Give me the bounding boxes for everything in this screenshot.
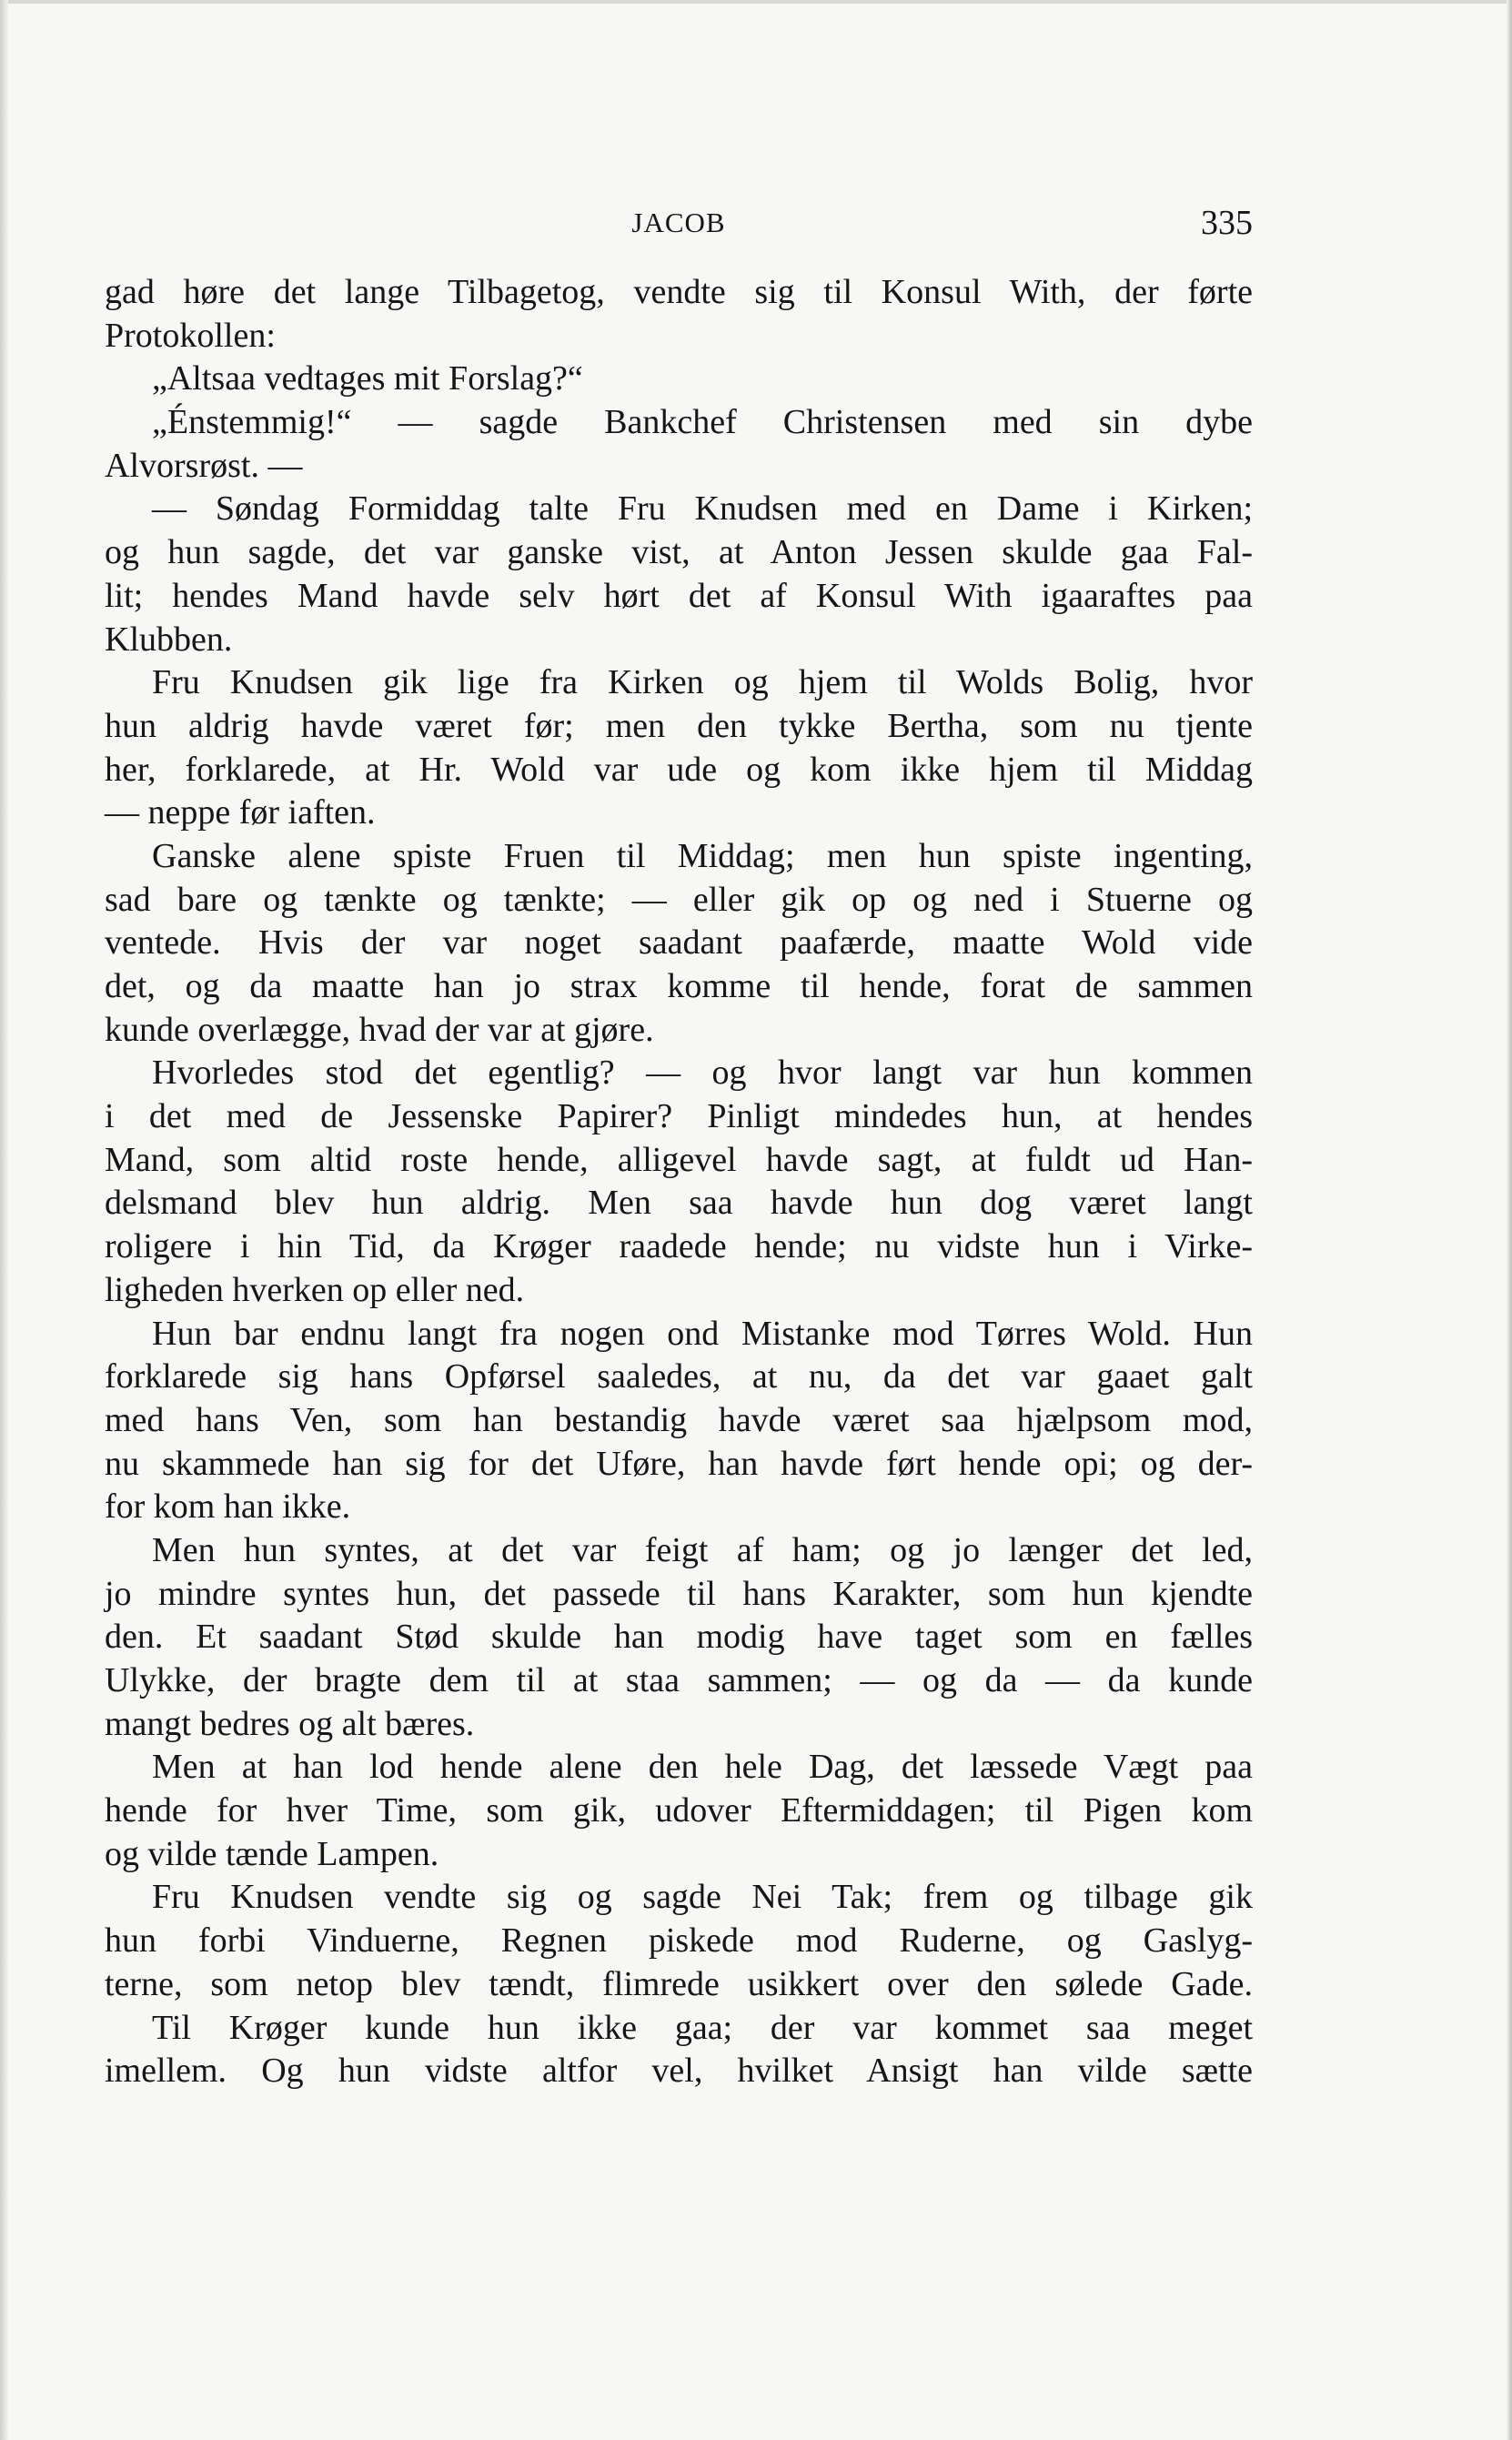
text-line: hun aldrig havde været før; men den tykke Bertha, som nu tjente xyxy=(105,706,1253,745)
text-line: Men hun syntes, at det var feigt af ham; og jo længer det led, xyxy=(152,1530,1253,1569)
text-line: — neppe før iaften. xyxy=(105,793,376,832)
text-line: „Énstemmig!“ — sagde Bankchef Christensen med sin dybe xyxy=(152,403,1253,442)
text-line: ligheden hverken op eller ned. xyxy=(105,1270,525,1309)
text-line: i det med de Jessenske Papirer? Pinligt mindedes hun, at hendes xyxy=(105,1097,1253,1136)
text-line: gad høre det lange Tilbagetog, vendte sig til Konsul With, der førte xyxy=(105,273,1253,311)
text-line: hende for hver Time, som gik, udover Eftermiddagen; til Pigen kom xyxy=(105,1791,1253,1830)
text-line: terne, som netop blev tændt, flimrede usikkert over den sølede Gade. xyxy=(105,1964,1253,2003)
text-line: Alvorsrøst. — xyxy=(105,446,303,485)
page-number: 335 xyxy=(1201,204,1253,242)
text-line: og vilde tænde Lampen. xyxy=(105,1834,439,1873)
running-head: JACOB xyxy=(631,207,726,238)
text-line: Men at han lod hende alene den hele Dag, det læssede Vægt paa xyxy=(152,1748,1253,1787)
text-line: Hun bar endnu langt fra nogen ond Mistanke mod Tørres Wold. Hun xyxy=(152,1314,1253,1353)
text-line: ventede. Hvis der var noget saadant paafærde, maatte Wold vide xyxy=(105,923,1253,963)
page-left-edge xyxy=(0,0,8,2440)
text-line: Fru Knudsen gik lige fra Kirken og hjem til Wolds Bolig, hvor xyxy=(152,663,1253,702)
text-line: med hans Ven, som han bestandig havde været saa hjælpsom mod, xyxy=(105,1400,1253,1439)
text-line: Hvorledes stod det egentlig? — og hvor langt var hun kommen xyxy=(152,1054,1253,1093)
text-line: Klubben. xyxy=(105,620,233,659)
text-line: Ganske alene spiste Fruen til Middag; men hun spiste ingenting, xyxy=(152,836,1253,875)
text-line: Mand, som altid roste hende, alligevel havde sagt, at fuldt ud Han- xyxy=(105,1140,1253,1179)
text-line: og hun sagde, det var ganske vist, at Anton Jessen skulde gaa Fal- xyxy=(105,533,1253,572)
text-line: imellem. Og hun vidste altfor vel, hvilket Ansigt han vilde sætte xyxy=(105,2052,1253,2091)
text-line: — Søndag Formiddag talte Fru Knudsen med en Dame i Kirken; xyxy=(152,489,1253,529)
text-line: hun forbi Vinduerne, Regnen piskede mod Ruderne, og Gaslyg- xyxy=(105,1921,1253,1961)
text-line: her, forklarede, at Hr. Wold var ude og kom ikke hjem til Middag xyxy=(105,750,1253,789)
text-line: mangt bedres og alt bæres. xyxy=(105,1704,475,1743)
body-text xyxy=(105,271,1253,2093)
text-line: nu skammede han sig for det Uføre, han havde ført hende opi; og der- xyxy=(105,1444,1253,1483)
page-right-edge xyxy=(1507,0,1512,2440)
text-line: Protokollen: xyxy=(105,316,276,355)
text-line: den. Et saadant Stød skulde han modig have taget som en fælles xyxy=(105,1618,1253,1657)
text-line: sad bare og tænkte og tænkte; — eller gik op og ned i Stuerne og xyxy=(105,880,1253,919)
text-line: det, og da maatte han jo strax komme til hende, forat de sammen xyxy=(105,967,1253,1005)
text-line: for kom han ikke. xyxy=(105,1487,351,1527)
text-line: Fru Knudsen vendte sig og sagde Nei Tak; frem og tilbage gik xyxy=(152,1878,1253,1917)
text-line: delsmand blev hun aldrig. Men saa havde hun dog været langt xyxy=(105,1184,1253,1223)
text-line: jo mindre syntes hun, det passede til hans Karakter, som hun kjendte xyxy=(105,1574,1253,1613)
text-line: lit; hendes Mand havde selv hørt det af Konsul With igaaraftes paa xyxy=(105,576,1253,615)
page-header xyxy=(105,203,1253,243)
text-line: kunde overlægge, hvad der var at gjøre. xyxy=(105,1010,654,1049)
page-top-edge xyxy=(0,0,1512,4)
text-line: roligere i hin Tid, da Krøger raadede hende; nu vidste hun i Virke- xyxy=(105,1227,1253,1266)
text-line: forklarede sig hans Opførsel saaledes, at nu, da det var gaaet galt xyxy=(105,1357,1253,1396)
text-line: Ulykke, der bragte dem til at staa sammen; — og da — da kunde xyxy=(105,1661,1253,1699)
text-line: „Altsaa vedtages mit Forslag?“ xyxy=(152,359,583,398)
text-line: Til Krøger kunde hun ikke gaa; der var kommet saa meget xyxy=(152,2008,1253,2047)
